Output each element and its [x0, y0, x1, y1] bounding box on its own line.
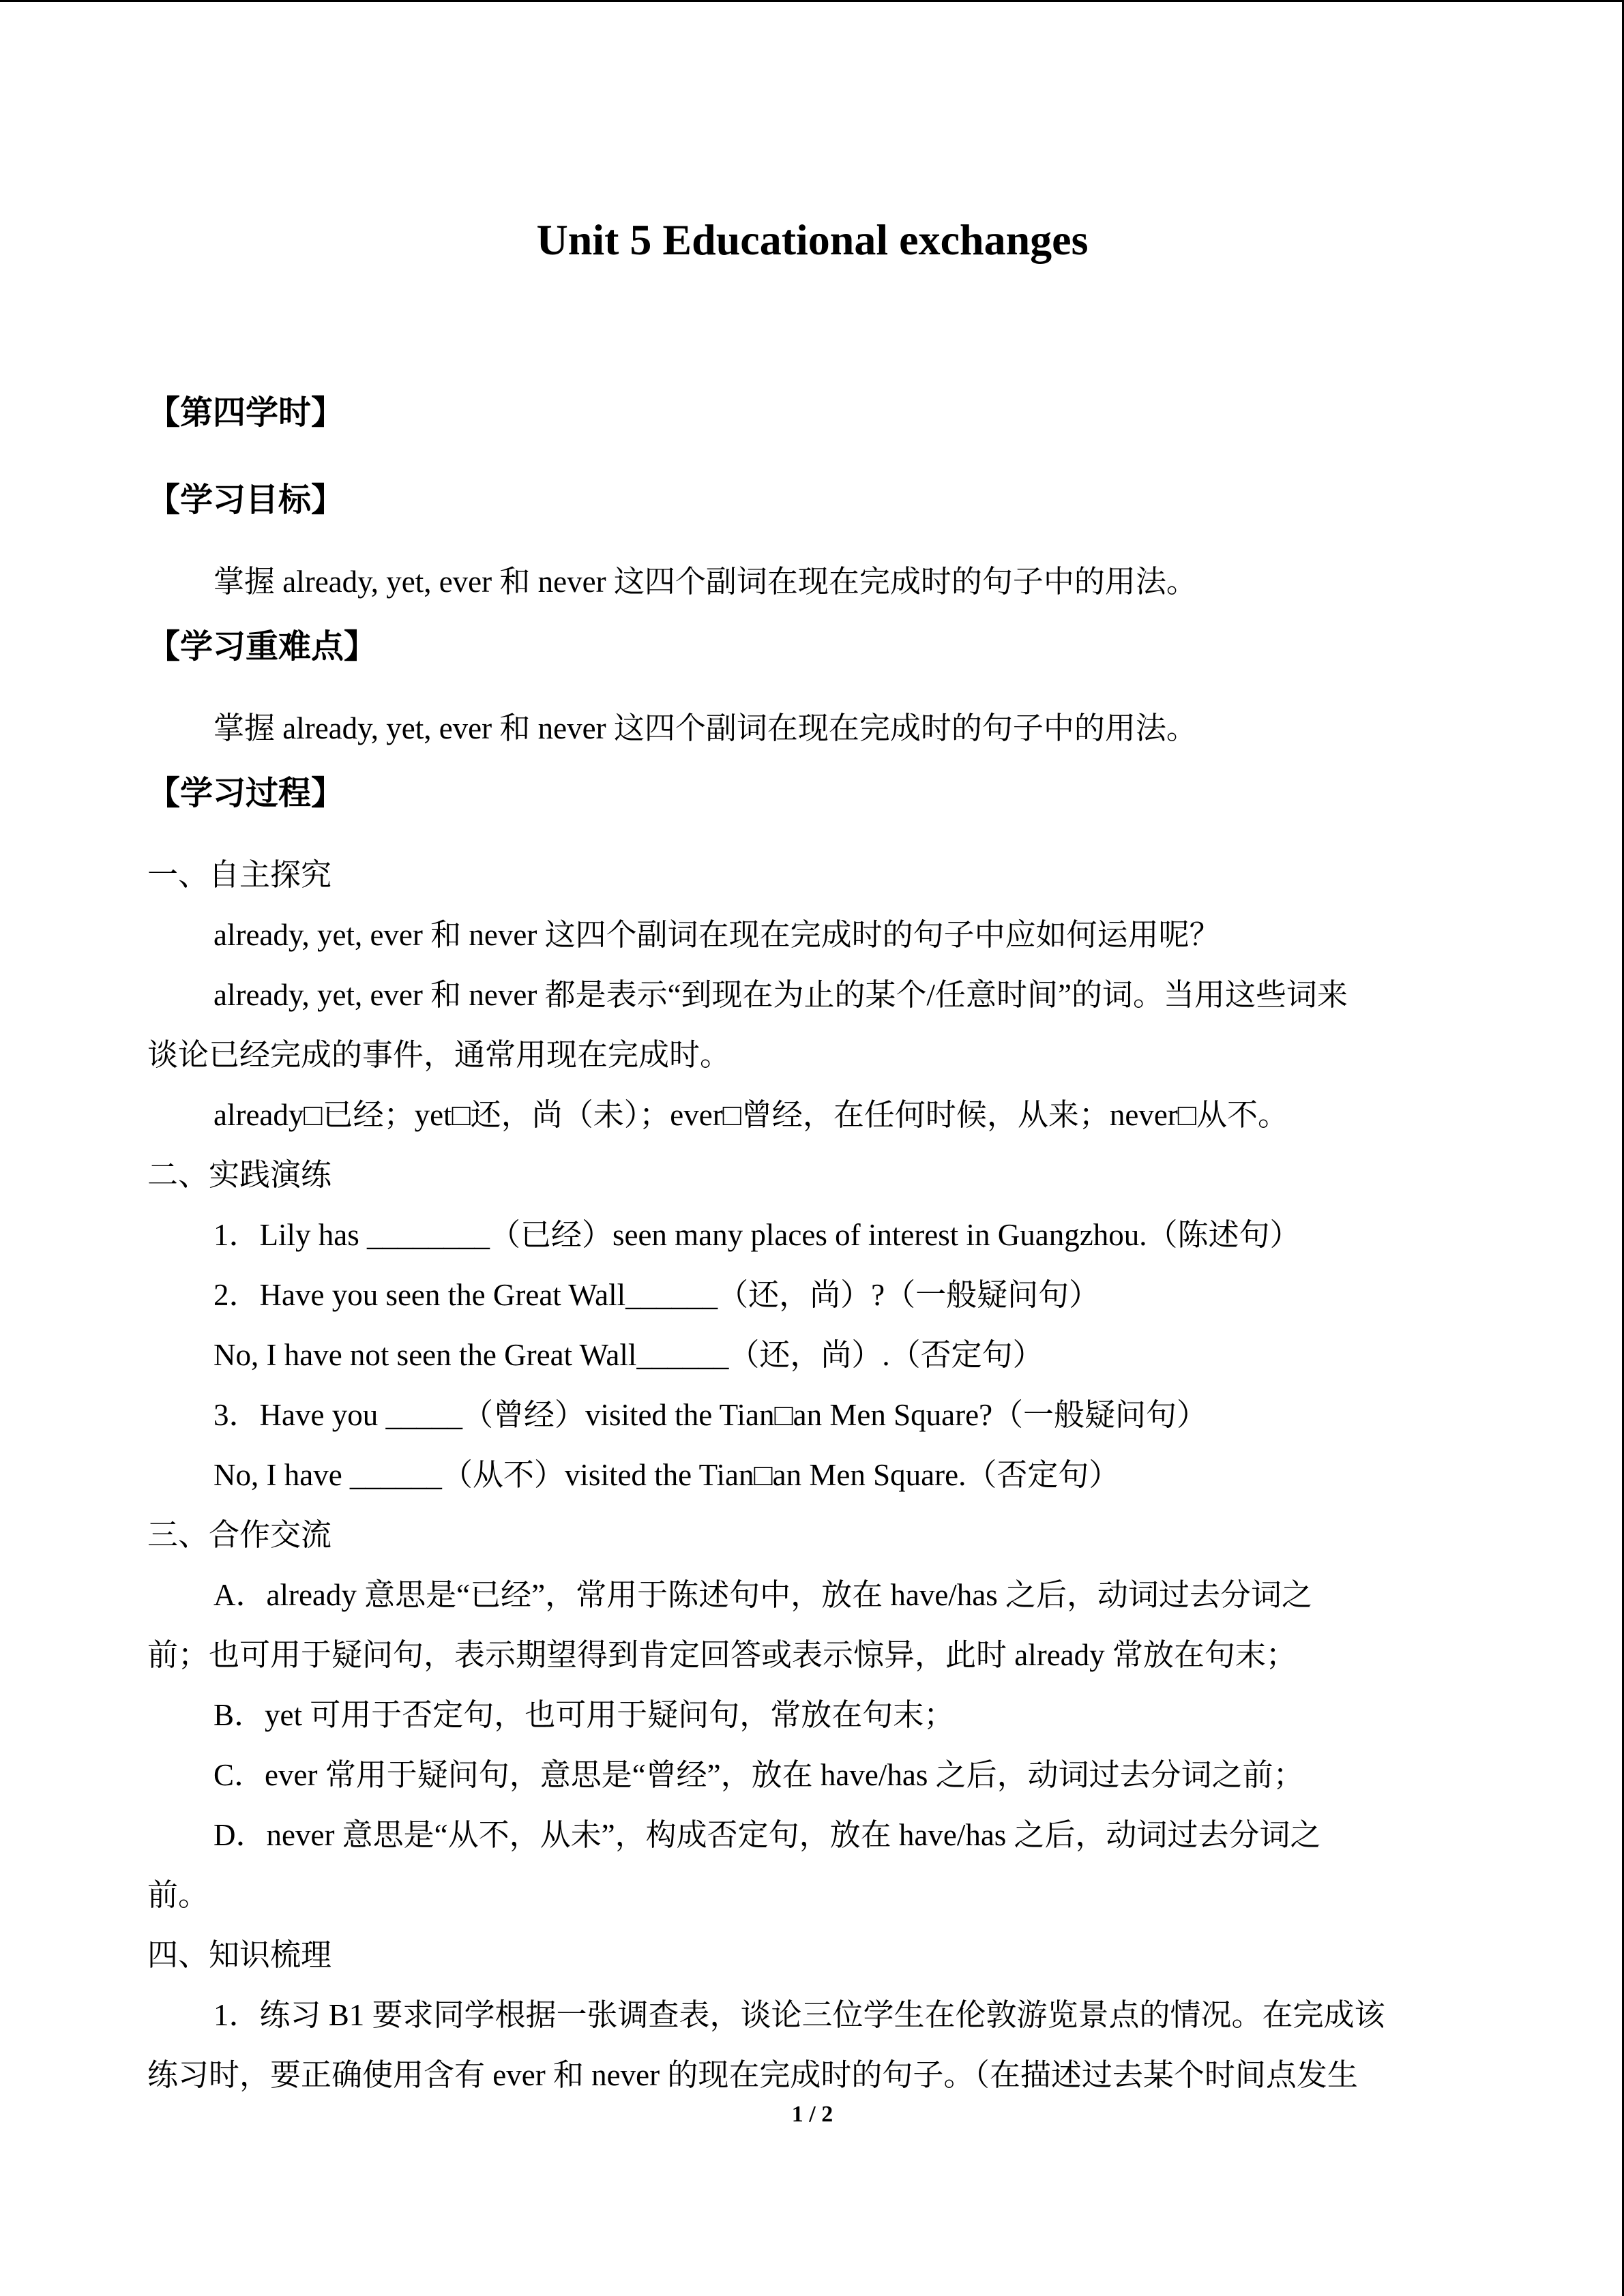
section3-d2: 前。 [147, 1878, 209, 1912]
section3-b: B．yet 可用于否定句，也可用于疑问句，常放在句末； [213, 1698, 955, 1732]
lesson-heading: 【第四学时】 [147, 393, 344, 432]
section3-c: C．ever 常用于疑问句，意思是“曾经”，放在 have/has 之后，动词过去分词之前； [213, 1758, 1304, 1792]
exercise-q1: 1．Lily has ________（已经）seen many places of interest in Guangzhou.（陈述句） [213, 1218, 1301, 1252]
section4-p2: 练习时，要正确使用含有 ever 和 never 的现在完成时的句子。（在描述过去某个时间点发生 [147, 2058, 1358, 2092]
section1-line1: already, yet, ever 和 never 这四个副词在现在完成时的句子中应如何运用呢？ [213, 918, 1220, 952]
process-heading: 【学习过程】 [147, 774, 344, 812]
section3-heading: 三、合作交流 [147, 1518, 332, 1552]
page-number: 1 / 2 [791, 2102, 833, 2127]
section3-a1: A．already 意思是“已经”，常用于陈述句中，放在 have/has 之后，动词过去分词之 [213, 1578, 1313, 1612]
section1-heading: 一、自主探究 [147, 858, 332, 892]
section3-d1: D．never 意思是“从不，从未”，构成否定句，放在 have/has 之后，动词过去分词之 [213, 1818, 1321, 1852]
objectives-text: 掌握 already, yet, ever 和 never 这四个副词在现在完成时的句子中的用法。 [213, 565, 1197, 599]
exercise-q2b: No, I have not seen the Great Wall______（还，尚）.（否定句） [213, 1338, 1044, 1372]
top-border [0, 0, 1624, 2]
exercise-q3a: 3．Have you _____（曾经）visited the Tian□an Men Square?（一般疑问句） [213, 1398, 1208, 1432]
exercise-q3b: No, I have ______（从不）visited the Tian□an Men Square.（否定句） [213, 1458, 1120, 1492]
section1-line3: already□已经；yet□还，尚（未）；ever□曾经，在任何时候，从来；never□从不。 [213, 1098, 1288, 1132]
section4-heading: 四、知识梳理 [147, 1938, 332, 1972]
exercise-q2a: 2．Have you seen the Great Wall______（还，尚）?（一般疑问句） [213, 1278, 1100, 1312]
section2-heading: 二、实践演练 [147, 1158, 332, 1192]
section1-line2b: 谈论已经完成的事件，通常用现在完成时。 [147, 1038, 731, 1072]
section3-a2: 前；也可用于疑问句，表示期望得到肯定回答或表示惊异，此时 already 常放在句末； [147, 1638, 1297, 1672]
key-points-text: 掌握 already, yet, ever 和 never 这四个副词在现在完成时的句子中的用法。 [213, 711, 1197, 745]
section4-p1: 1．练习 B1 要求同学根据一张调查表，谈论三位学生在伦敦游览景点的情况。在完成该 [213, 1998, 1385, 2032]
objectives-heading: 【学习目标】 [147, 481, 344, 519]
document-title: Unit 5 Educational exchanges [536, 215, 1089, 264]
section1-line2a: already, yet, ever 和 never 都是表示“到现在为止的某个/任意时间”的词。当用这些词来 [213, 978, 1348, 1012]
key-points-heading: 【学习重难点】 [147, 627, 377, 666]
